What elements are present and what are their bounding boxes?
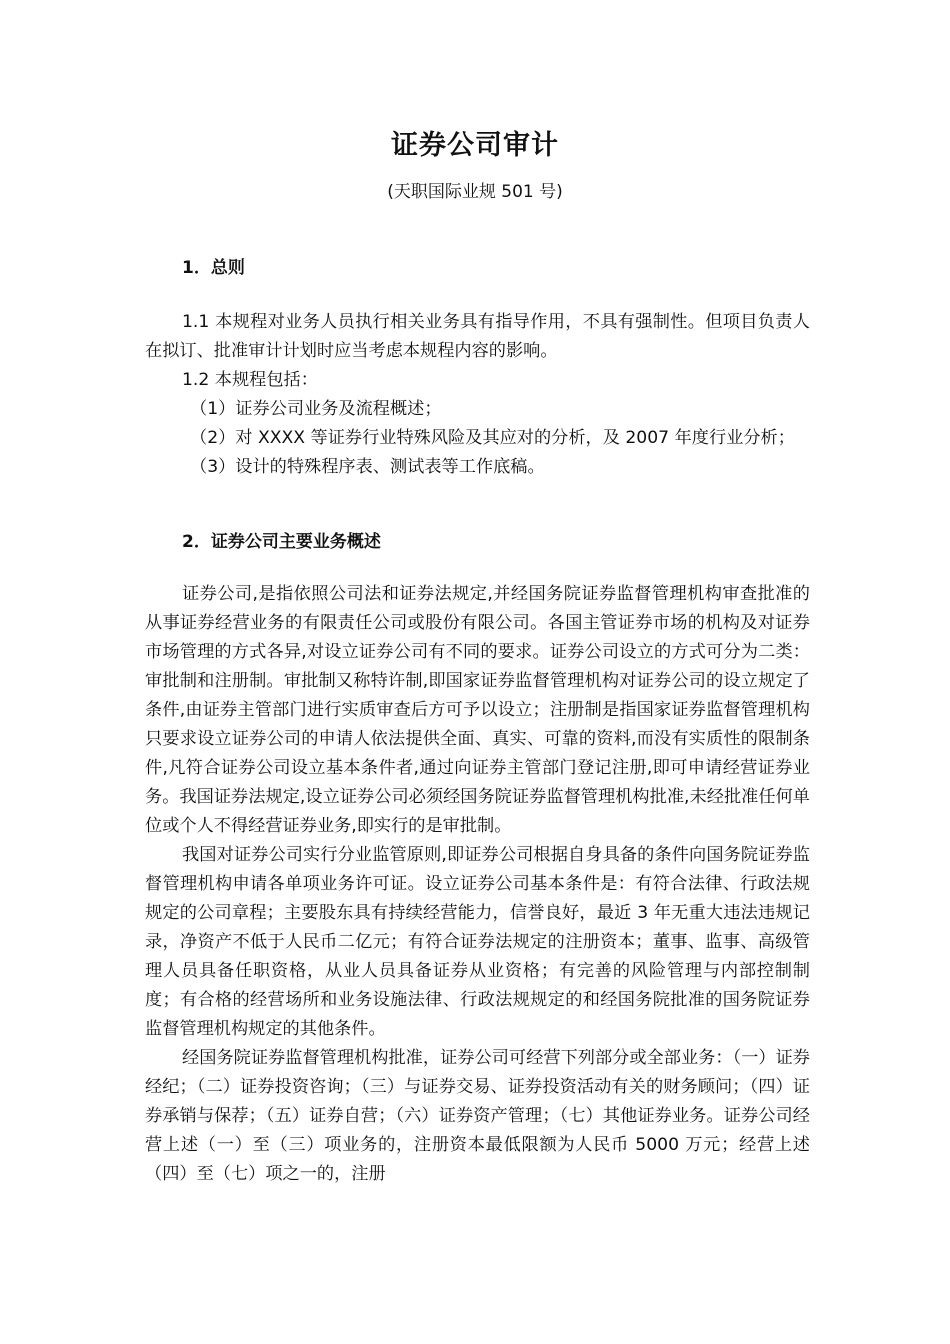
section-heading-business-overview: 2．证券公司主要业务概述 <box>182 532 381 552</box>
list-item-scope-2: （2）对 XXXX 等证券行业特殊风险及其应对的分析，及 2007 年度行业分析； <box>190 428 795 448</box>
document-subtitle: (天职国际业规 501 号) <box>387 182 563 202</box>
section-body-business-overview <box>145 580 810 1189</box>
document-title: 证券公司审计 <box>391 130 559 161</box>
paragraph-securities-company-definition: 证券公司,是指依照公司法和证券法规定,并经国务院证券监督管理机构审查批准的从事证券经营业务的有限责任公司或股份有限公司。各国主管证券市场的机构及对证券市场管理的方式各异,对设立证券公司有不同的要求。证券公司设立的方式可分为二类：审批制和注册制。审批制又称特许制,即国家证券监督管理机构对证券公司的设立规定了条件,由证券主管部门进行实质审查后方可予以设立；注册制是指国家证券监督管理机构只要求设立证券公司的申请人依法提供全面、真实、可靠的资料,而没有实质性的限制条件,凡符合证券公司设立基本条件者,通过向证券主管部门登记注册,即可申请经营证券业务。我国证券法规定,设立证券公司必须经国务院证券监督管理机构批准,未经批准任何单位或个人不得经营证券业务,即实行的是审批制。 <box>145 584 810 836</box>
paragraph-separate-supervision: 我国对证券公司实行分业监管原则,即证券公司根据自身具备的条件向国务院证券监督管理机构申请各单项业务许可证。设立证券公司基本条件是：有符合法律、行政法规规定的公司章程；主要股东具有持续经营能力，信誉良好，最近 3 年无重大违法违规记录，净资产不低于人民币二亿元；有符合证券法规定的注册资本；董事、监事、高级管理人员具备任职资格，从业人员具备证券从业资格；有完善的风险管理与内部控制制度；有合格的经营场所和业务设施法律、行政法规规定的和经国务院批准的国务院证券监督管理机构规定的其他条件。 <box>145 845 810 1039</box>
list-item-scope-3: （3）设计的特殊程序表、测试表等工作底稿。 <box>190 457 545 477</box>
section-heading-general: 1．总则 <box>182 258 245 278</box>
paragraph-1-1: 1.1 本规程对业务人员执行相关业务具有指导作用，不具有强制性。但项目负责人在拟订、批准审计计划时应当考虑本规程内容的影响。 <box>145 312 810 361</box>
paragraph-1-2: 1.2 本规程包括： <box>182 370 318 390</box>
section-body-general <box>145 308 810 482</box>
list-item-scope-1: （1）证券公司业务及流程概述； <box>190 399 442 419</box>
paragraph-business-scope: 经国务院证券监督管理机构批准，证券公司可经营下列部分或全部业务：（一）证券经纪；（二）证券投资咨询；（三）与证券交易、证券投资活动有关的财务顾问；（四）证券承销与保荐；（五）证券自营；（六）证券资产管理；（七）其他证券业务。证券公司经营上述（一）至（三）项业务的，注册资本最低限额为人民币 5000 万元；经营上述（四）至（七）项之一的，注册 <box>145 1048 810 1184</box>
